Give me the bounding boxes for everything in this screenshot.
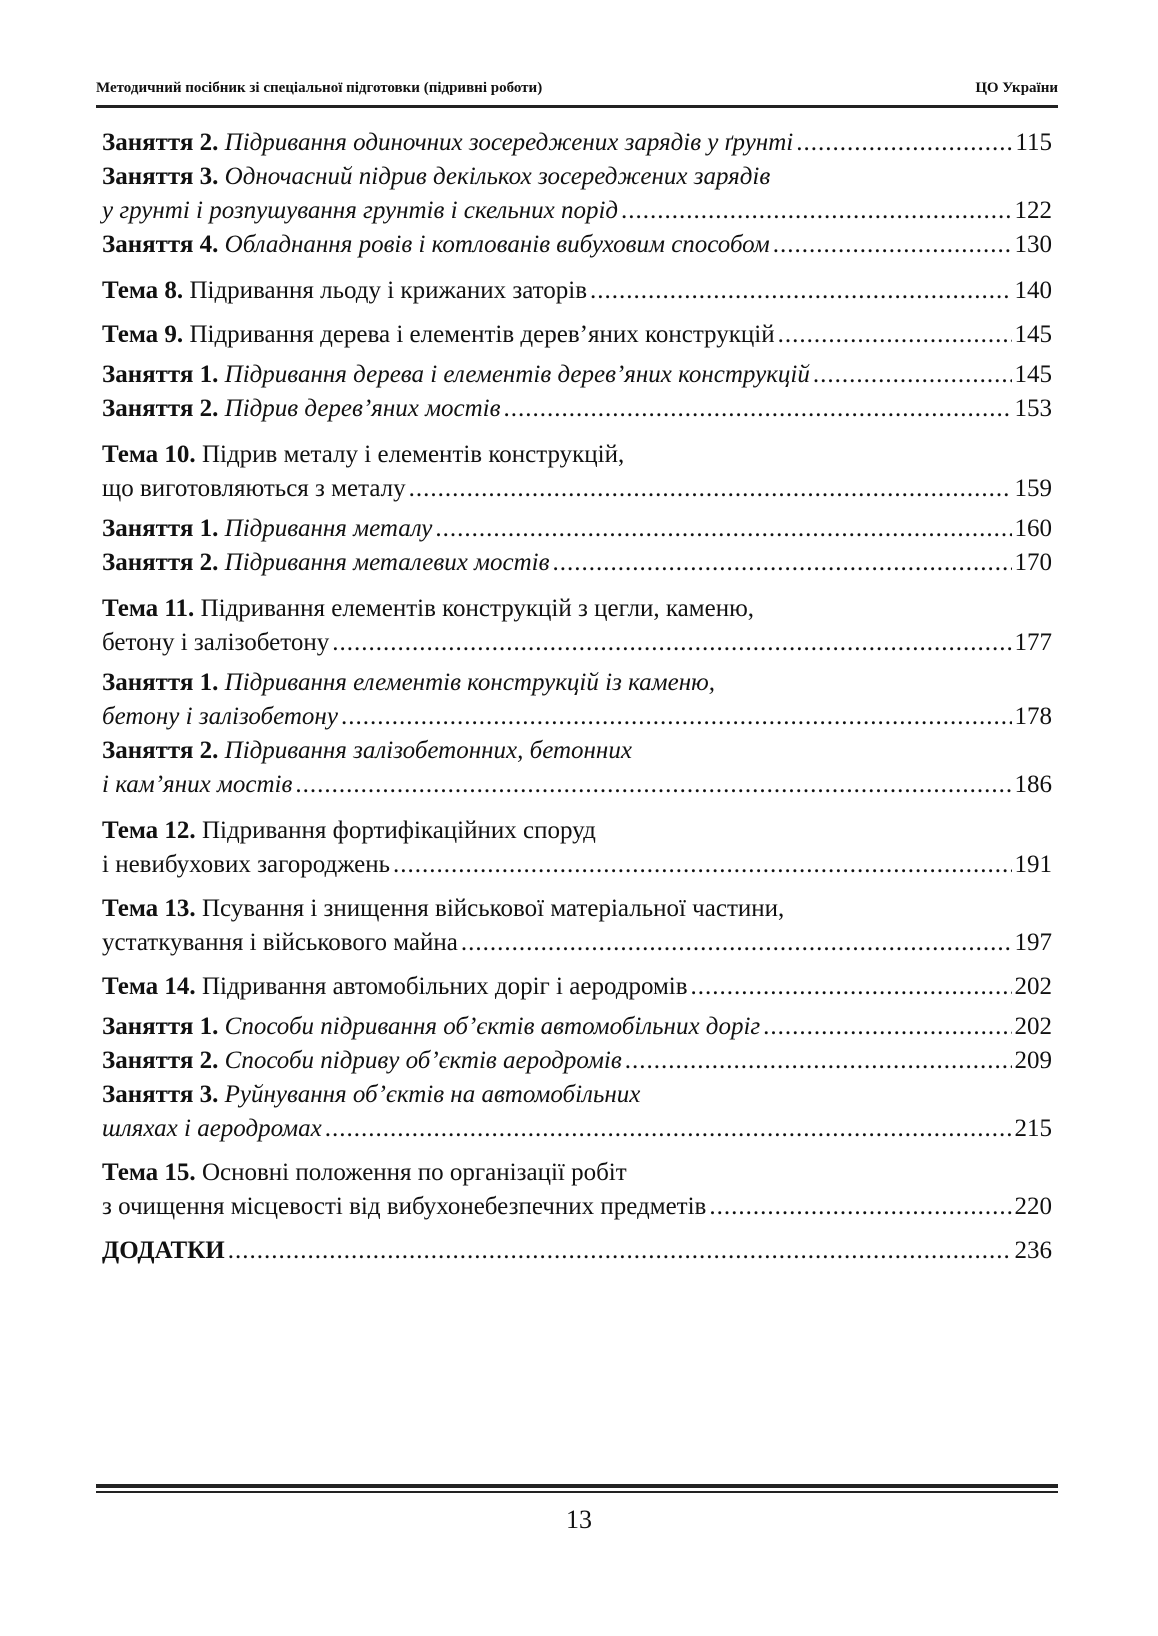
toc-entry-label: Заняття 1. [102,515,219,542]
toc-entry-title: з очищення місцевості від вибухонебезпечних предметів [102,1193,707,1220]
toc-entry [102,892,1052,960]
toc-page-number: 202 [1014,1013,1052,1040]
dot-leader [763,1010,1011,1044]
toc-entry-line [102,126,1052,160]
toc-entry [102,228,1052,262]
dot-leader [461,926,1012,960]
dot-leader [709,1190,1011,1224]
toc-entry-line [102,1078,1052,1112]
toc-entry-line [102,700,1052,734]
toc-entry-line [102,358,1052,392]
toc-entry-title: Підривання елементів конструкцій із каменю, [224,669,715,696]
toc-entry [102,126,1052,160]
toc-entry-title: Підривання автомобільних доріг і аеродромів [201,973,688,1000]
dot-leader [691,970,1012,1004]
toc-entry-line [102,512,1052,546]
dot-leader [325,1112,1012,1146]
toc-entry-line [102,472,1052,506]
toc-page-number: 177 [1014,629,1052,656]
footer-rule-thin [96,1491,1058,1493]
dot-leader [813,358,1012,392]
toc-entry-title: Підривання фортифікаційних споруд [201,817,596,844]
toc-entry-line [102,1010,1052,1044]
toc-entry-label: Заняття 3. [102,163,219,190]
toc-entry-label: Заняття 2. [102,395,219,422]
toc-page-number: 220 [1014,1193,1052,1220]
toc-entry-line [102,926,1052,960]
toc-entry-line [102,848,1052,882]
toc-entry-label: Заняття 1. [102,1013,219,1040]
toc-entry-title: Способи підриву об’єктів аеродромів [224,1047,622,1074]
header-rule [96,105,1058,108]
dot-leader [409,472,1012,506]
toc-page-number: 170 [1014,549,1052,576]
toc-entry-label: Тема 8. [102,277,184,304]
toc-entry-line [102,734,1052,768]
toc-entry-label: Заняття 1. [102,361,219,388]
toc-entry-title: Одночасний підрив декількох зосереджених зарядів [224,163,771,190]
toc-entry [102,392,1052,426]
dot-leader [228,1234,1012,1268]
toc-entry-line [102,392,1052,426]
toc-entry-title: Обладнання ровів і котлованів вибуховим способом [224,231,770,258]
toc-entry-title: Підрив металу і елементів конструкцій, [201,441,625,468]
running-header [96,78,1058,98]
toc-page-number: 145 [1014,361,1052,388]
toc-entry-line [102,228,1052,262]
dot-leader [621,194,1011,228]
toc-entry [102,1078,1052,1146]
toc-entry [102,970,1052,1004]
toc-entry-title: Підривання одиночних зосереджених зарядів у ґрунті [224,129,794,156]
header-title: Методичний посібник зі спеціальної підготовки (підривні роботи) [96,80,543,96]
toc-page-number: 122 [1014,197,1052,224]
toc-entry-line [102,438,1052,472]
toc-entry [102,438,1052,506]
dot-leader [503,392,1011,426]
toc-entry-title: бетону і залізобетону [102,703,338,730]
toc-entry-title: Руйнування об’єктів на автомобільних [224,1081,641,1108]
toc-entry-line [102,1190,1052,1224]
toc-page-number: 215 [1014,1115,1052,1142]
toc-entry-title: устаткування і військового майна [102,929,458,956]
toc-page-number: 130 [1014,231,1052,258]
toc-page-number: 191 [1014,851,1052,878]
dot-leader [552,546,1011,580]
toc-entry [102,666,1052,734]
toc-entry-title: Підривання металевих мостів [224,549,550,576]
toc-entry [102,160,1052,228]
toc-entry-line [102,666,1052,700]
toc-entry-line [102,626,1052,660]
toc-entry-title: Підривання залізобетонних, бетонних [224,737,632,764]
toc-entry [102,814,1052,882]
toc-entry-title: Підривання елементів конструкцій з цегли, каменю, [200,595,755,622]
toc-entry-label: Заняття 3. [102,1081,219,1108]
toc-entry-label: Заняття 4. [102,231,219,258]
toc-entry-title: Псування і знищення військової матеріальної частини, [201,895,785,922]
toc-entry-line [102,1112,1052,1146]
toc-entry-title: ДОДАТКИ [102,1237,225,1264]
toc-entry-title: Підривання дерева і елементів дерев’яних конструкцій [224,361,810,388]
toc-entry-title: шляхах і аеродромах [102,1115,322,1142]
toc-entry-line [102,814,1052,848]
toc-entry [102,318,1052,352]
toc-entry-label: Тема 13. [102,895,196,922]
toc-entry [102,1010,1052,1044]
dot-leader [625,1044,1012,1078]
toc-entry [102,734,1052,802]
toc-entry-label: Тема 10. [102,441,196,468]
toc-entry-label: Заняття 1. [102,669,219,696]
dot-leader [393,848,1011,882]
toc-page-number: 197 [1014,929,1052,956]
toc-entry-line [102,546,1052,580]
toc-entry-title: і невибухових загороджень [102,851,391,878]
toc-page-number: 178 [1014,703,1052,730]
dot-leader [435,512,1011,546]
toc-entry-label: Заняття 2. [102,129,219,156]
toc-entry-title: і кам’яних мостів [102,771,293,798]
toc-entry-line [102,768,1052,802]
dot-leader [796,126,1012,160]
toc-page-number: 153 [1014,395,1052,422]
toc-entry [102,546,1052,580]
toc-entry [102,1234,1052,1268]
toc-page-number: 236 [1014,1237,1052,1264]
toc-entry-title: Підривання льоду і крижаних заторів [189,277,588,304]
page-number: 13 [566,1505,592,1534]
dot-leader [773,228,1012,262]
toc-page-number: 160 [1014,515,1052,542]
toc-entry-line [102,892,1052,926]
toc-entry-line [102,160,1052,194]
dot-leader [590,274,1011,308]
toc-page-number: 159 [1014,475,1052,502]
toc-page-number: 140 [1014,277,1052,304]
toc-entry-label: Тема 14. [102,973,196,1000]
header-organization: ЦО України [975,80,1058,96]
toc-entry-label: Тема 9. [102,321,184,348]
toc-entry [102,358,1052,392]
toc-entry-line [102,274,1052,308]
toc-entry-label: Тема 11. [102,595,195,622]
toc-page-number: 186 [1014,771,1052,798]
toc-page-number: 209 [1014,1047,1052,1074]
toc-entry-title: Підривання металу [224,515,433,542]
toc-entry-title: Способи підривання об’єктів автомобільних доріг [224,1013,761,1040]
table-of-contents [102,126,1052,1268]
toc-entry [102,1156,1052,1224]
toc-entry [102,512,1052,546]
toc-entry [102,592,1052,660]
toc-entry [102,274,1052,308]
toc-entry-label: Заняття 2. [102,1047,219,1074]
toc-entry-line [102,970,1052,1004]
toc-entry-title: Підривання дерева і елементів дерев’яних конструкцій [189,321,775,348]
dot-leader [778,318,1012,352]
toc-entry [102,1044,1052,1078]
toc-page-number: 115 [1015,129,1052,156]
toc-entry-title: Основні положення по організації робіт [201,1159,627,1186]
toc-entry-label: Тема 15. [102,1159,196,1186]
toc-entry-line [102,194,1052,228]
toc-entry-title: бетону і залізобетону [102,629,330,656]
toc-page-number: 145 [1014,321,1052,348]
toc-page-number: 202 [1014,973,1052,1000]
toc-entry-title: Підрив дерев’яних мостів [224,395,501,422]
toc-entry-line [102,1156,1052,1190]
dot-leader [341,700,1012,734]
toc-entry-label: Заняття 2. [102,737,219,764]
toc-entry-label: Заняття 2. [102,549,219,576]
toc-entry-line [102,318,1052,352]
dot-leader [295,768,1011,802]
toc-entry-line [102,1234,1052,1268]
toc-entry-label: Тема 12. [102,817,196,844]
toc-entry-line [102,1044,1052,1078]
toc-entry-line [102,592,1052,626]
dot-leader [332,626,1011,660]
toc-entry-title: у грунті і розпушування грунтів і скельних порід [102,197,619,224]
toc-entry-title: що виготовляються з металу [102,475,406,502]
footer-rule-thick [96,1484,1058,1488]
